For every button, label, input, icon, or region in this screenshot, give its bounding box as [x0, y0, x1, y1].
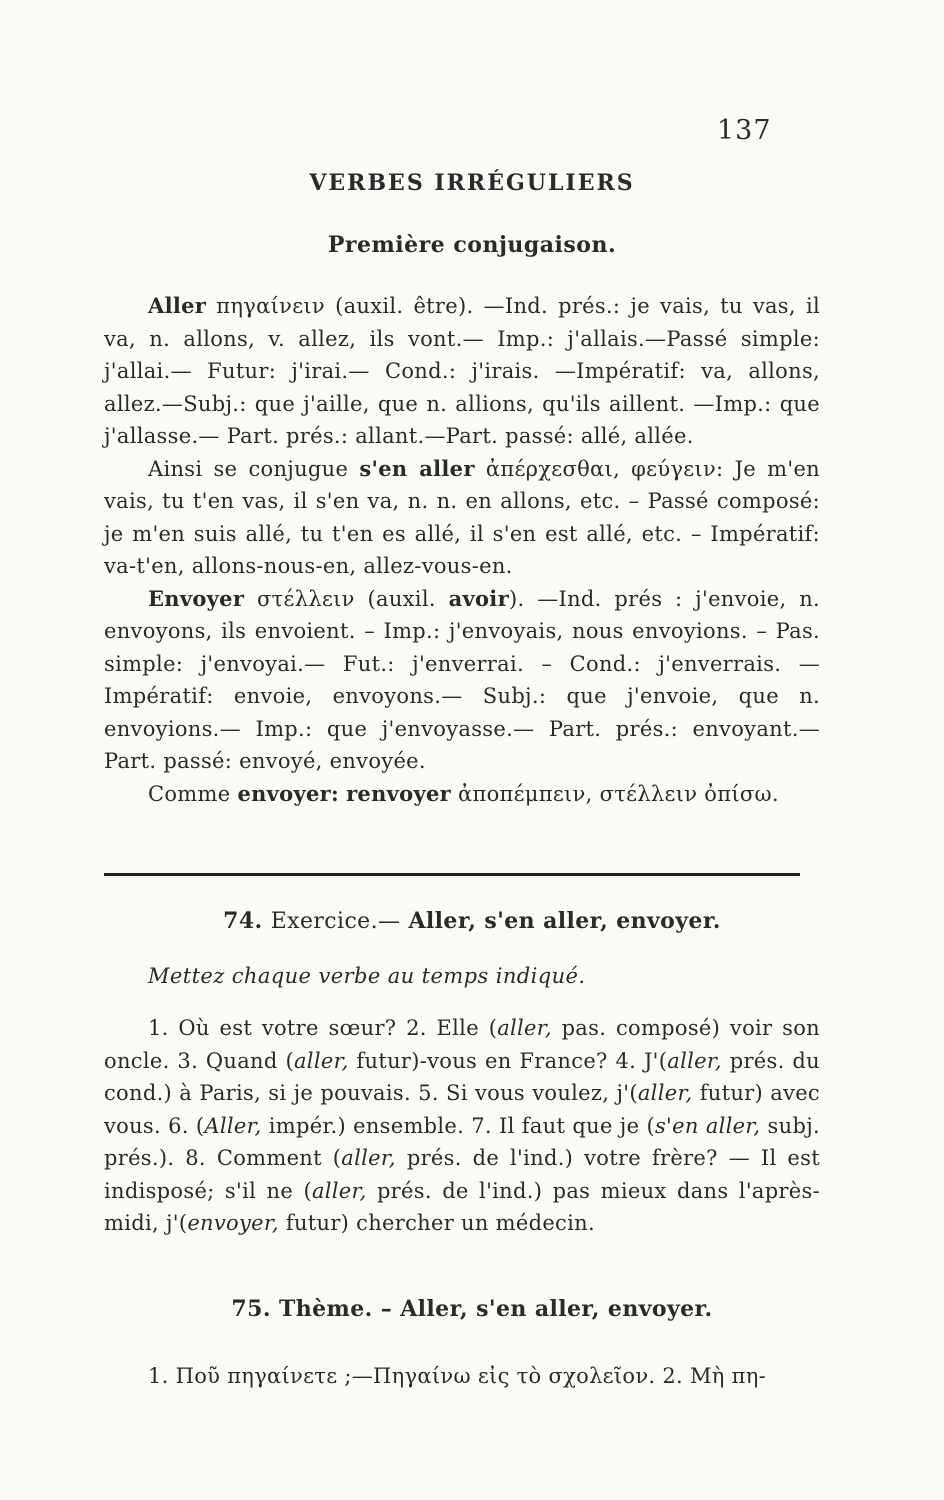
exercise-74-instruction: Mettez chaque verbe au temps indiqué. [148, 964, 586, 988]
envoyer-conjugation: ). —Ind. prés : j'envoie, n. envoyons, ils envoient. – Imp.: j'envoyais, nous envoyions. – Pas. simple: j'envoyai.— Fut.: j'enverrai. – Cond.: j'enverrais. —Impératif: envoie, envoyons.— Subj.: que j'envoie, que n. envoyions.— Imp.: que j'envoyasse.— Part. prés.: envoyant.— Part. passé: envoyé, envoyée. [104, 586, 821, 773]
ex-text-8: prés. de l'ind.) votre frère? — Il est indisposé; s'il ne ( [104, 1146, 820, 1203]
ex-text-4: prés. du cond.) à Paris, si je pouvais. 5. Si vous voulez, j'( [104, 1048, 820, 1105]
aller-conjugation: (auxil. être). —Ind. prés.: je vais, tu vas, il va, n. allons, v. allez, ils vont.— Imp.: j'allais.—Passé simple: j'allai.— Futur: j'irai.— Cond.: j'irais. —Impératif: va, allons, allez.—Subj.: que j'aille, que n. allions, qu'ils aillent. —Imp.: que j'allasse.— Part. prés.: allant.—Part. passé: allé, allée. [104, 294, 820, 448]
ex-verb-5: Aller, [204, 1113, 262, 1138]
greek-renvoyer: ἀποπέμπειν, στέλλειν ὀπίσω. [457, 781, 779, 806]
exercise-74-label: Exercice.— [270, 909, 401, 934]
ex-verb-6: s'en aller, [654, 1113, 761, 1138]
ex-text-9: prés. de l'ind.) pas mieux dans l'après-midi, j'( [104, 1178, 820, 1235]
theme-75-label: Thème. – [278, 1296, 393, 1322]
exercise-74-title [0, 908, 944, 934]
greek-sen-aller: ἀπέρχεσθαι, φεύγειν: [485, 456, 724, 481]
paragraph-envoyer [104, 583, 820, 778]
term-sen-aller: s'en aller [359, 455, 475, 481]
exercise-74-heading: Aller, s'en aller, envoyer. [408, 908, 721, 934]
theme-75-title [0, 1296, 944, 1322]
paragraph-comme [104, 778, 820, 811]
ex-text-7: subj. prés.). 8. Comment ( [104, 1113, 820, 1170]
theme-75-heading: Aller, s'en aller, envoyer. [400, 1296, 713, 1322]
page-number: 137 [717, 115, 772, 146]
section-title: Première conjugaison. [327, 232, 617, 258]
greek-envoyer: στέλλειν [257, 586, 355, 611]
ex-verb-4: aller, [637, 1081, 693, 1105]
ex-text-6: impér.) ensemble. 7. Il faut que je ( [261, 1113, 655, 1138]
paragraph-aller [104, 290, 820, 453]
chapter-title: VERBES IRRÉGULIERS [309, 170, 635, 196]
term-renvoyer: renvoyer [346, 780, 451, 806]
ex-text-10: futur) chercher un médecin. [278, 1211, 595, 1235]
paragraph-sen-aller [104, 453, 820, 583]
theme-75-number: 75. [231, 1296, 271, 1322]
sen-aller-conjugation: Je m'en vais, tu t'en vas, il s'en va, n. n. en allons, etc. – Passé composé: je m'en suis allé, tu t'en es allé, il s'en est allé, etc. – Impératif: va-t'en, allons-nous-en, allez-vous-en. [104, 456, 820, 578]
ex-text-2: pas. composé) voir son oncle. 3. Quand ( [104, 1016, 820, 1073]
ex-verb-3: aller, [667, 1048, 722, 1073]
greek-aller: πηγαίνειν [216, 294, 325, 318]
sen-aller-lead: Ainsi se conjugue [148, 456, 349, 481]
ex-text-3: futur)-vous en France? 4. J'( [348, 1048, 668, 1073]
ex-verb-1: aller, [497, 1016, 552, 1040]
envoyer-aux-lead: (auxil. [367, 586, 436, 611]
exercise-74-text [104, 1012, 820, 1240]
theme-75-text [104, 1360, 820, 1393]
term-aller: Aller [148, 293, 207, 318]
section-divider [104, 873, 800, 876]
ex-text-5: futur) avec vous. 6. ( [104, 1081, 820, 1138]
exercise-74-sentences [104, 1012, 820, 1240]
term-envoyer-2: envoyer: [237, 780, 340, 806]
term-envoyer: Envoyer [148, 585, 245, 611]
ex-verb-2: aller, [293, 1048, 349, 1073]
term-avoir: avoir [448, 585, 509, 611]
ex-verb-9: envoyer, [187, 1211, 279, 1235]
ex-verb-8: aller, [311, 1178, 367, 1203]
conjugation-text [104, 290, 820, 810]
comme-lead: Comme [148, 781, 231, 806]
exercise-74-number: 74. [223, 908, 263, 934]
ex-verb-7: aller, [341, 1146, 396, 1170]
theme-75-line: 1. Ποῦ πηγαίνετε ;—Πηγαίνω εἰς τὸ σχολεῖον. 2. Μὴ πη- [148, 1364, 766, 1388]
ex-text-1: 1. Où est votre sœur? 2. Elle ( [148, 1016, 498, 1040]
